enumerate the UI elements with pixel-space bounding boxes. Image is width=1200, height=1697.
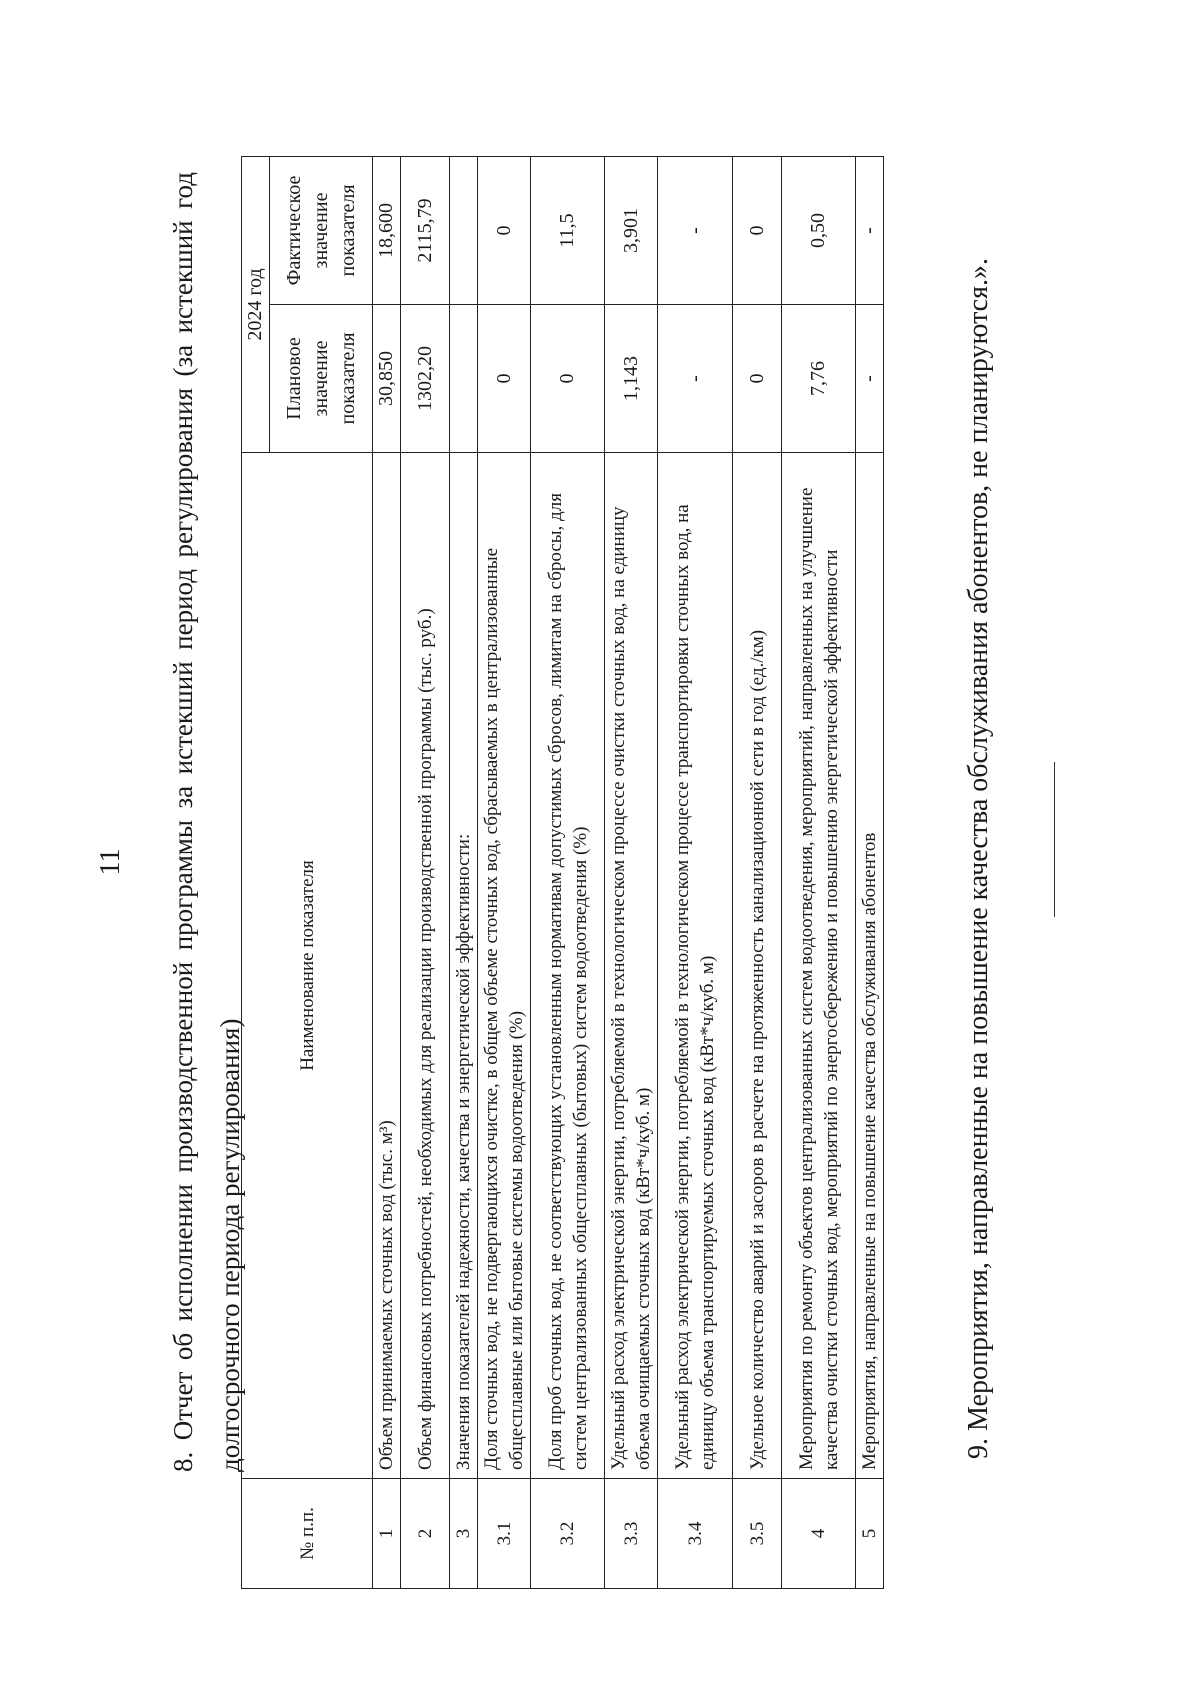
row-num: 3 (450, 1479, 478, 1589)
row-plan-value: 1,143 (605, 305, 658, 453)
row-plan-value: 0 (531, 305, 605, 453)
row-fact-value: 0 (478, 157, 531, 305)
row-name: Удельное количество аварий и засоров в расчете на протяженность канализационной сети в год (ед./км) (733, 453, 782, 1479)
table-row (373, 157, 401, 1589)
table-row (733, 157, 782, 1589)
row-num: 3.2 (531, 1479, 605, 1589)
section-8-heading-line-2: долгосрочного периода регулирования) (215, 1018, 245, 1472)
row-num: 3.5 (733, 1479, 782, 1589)
row-plan-value: 30,850 (373, 305, 401, 453)
section-8-heading (160, 172, 254, 1472)
row-num: 2 (401, 1479, 450, 1589)
row-name: Доля сточных вод, не подвергающихся очистке, в общем объеме сточных вод, сбрасываемых в централизованные общесплавные или бытовые системы водоотведения (%) (478, 453, 531, 1479)
row-fact-value: - (658, 157, 733, 305)
row-fact-value: 18,600 (373, 157, 401, 305)
section-9-text: 9. Мероприятия, направленные на повышение качества обслуживания абонентов, не планируются.». (963, 258, 994, 1459)
row-num: 3.1 (478, 1479, 531, 1589)
row-name: Удельный расход электрической энергии, потребляемой в технологическом процессе очистки сточных вод, на единицу объема очищаемых сточных вод (кВт*ч/куб. м) (605, 453, 658, 1479)
row-plan-value: 7,76 (782, 305, 856, 453)
header-year: 2024 год (242, 157, 270, 453)
header-plan: Плановое значение показателя (270, 305, 373, 453)
table-row (450, 157, 478, 1589)
table-row (782, 157, 856, 1589)
closing-rule (1054, 762, 1055, 917)
header-num: № п.п. (242, 1479, 373, 1589)
row-name: Удельный расход электрической энергии, потребляемой в технологическом процессе транспортировки сточных вод, на единицу объема транспортируемых сточных вод (кВт*ч/куб. м) (658, 453, 733, 1479)
row-fact-value: - (856, 157, 884, 305)
report-table (241, 156, 884, 1589)
row-plan-value: 0 (733, 305, 782, 453)
row-num: 1 (373, 1479, 401, 1589)
row-fact-value: 2115,79 (401, 157, 450, 305)
section-8-heading-line-1: 8. Отчет об исполнении производственной программы за истекший период регулирования (за истекший год (168, 172, 198, 1472)
header-fact: Фактическое значение показателя (270, 157, 373, 305)
page-number: 11 (95, 848, 126, 876)
table-row (531, 157, 605, 1589)
row-fact-value: 3,901 (605, 157, 658, 305)
row-fact-value: 0,50 (782, 157, 856, 305)
row-name: Мероприятия по ремонту объектов централизованных систем водоотведения, мероприятий, направленных на улучшение качества очистки сточных вод, мероприятий по энергосбережению и повышению энергетической эффективности (782, 453, 856, 1479)
row-plan-value: - (658, 305, 733, 453)
row-name: Значения показателей надежности, качества и энергетической эффективности: (450, 453, 478, 1479)
row-name: Объем принимаемых сточных вод (тыс. м³) (373, 453, 401, 1479)
row-plan-value: 1302,20 (401, 305, 450, 453)
row-fact-value (450, 157, 478, 305)
header-name: Наименование показателя (242, 453, 373, 1479)
table-row (856, 157, 884, 1589)
table-row (605, 157, 658, 1589)
row-plan-value: - (856, 305, 884, 453)
row-name: Объем финансовых потребностей, необходимых для реализации производственной программы (тыс. руб.) (401, 453, 450, 1479)
row-num: 4 (782, 1479, 856, 1589)
table-row (658, 157, 733, 1589)
row-num: 5 (856, 1479, 884, 1589)
row-num: 3.4 (658, 1479, 733, 1589)
row-name: Мероприятия, направленные на повышение качества обслуживания абонентов (856, 453, 884, 1479)
row-plan-value (450, 305, 478, 453)
row-fact-value: 0 (733, 157, 782, 305)
row-fact-value: 11,5 (531, 157, 605, 305)
table-row (478, 157, 531, 1589)
table-row (401, 157, 450, 1589)
row-name: Доля проб сточных вод, не соответствующих установленным нормативам допустимых сбросов, лимитам на сбросы, для систем централизованных общесплавных (бытовых) систем водоотведения (%) (531, 453, 605, 1479)
row-num: 3.3 (605, 1479, 658, 1589)
row-plan-value: 0 (478, 305, 531, 453)
